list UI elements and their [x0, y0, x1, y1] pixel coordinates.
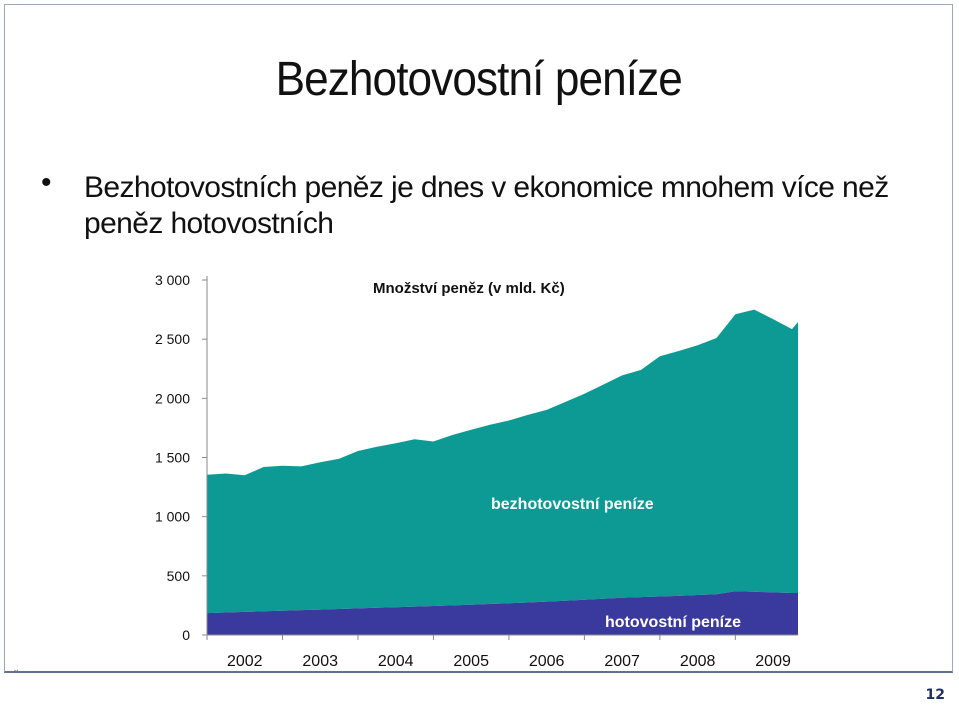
bullet-text: Bezhotovostních peněz je dnes v ekonomice mnohem více než peněz hotovostních	[84, 171, 889, 240]
x-tick-label: 2004	[377, 653, 414, 670]
y-tick-label: 3 000	[154, 272, 190, 288]
y-tick-label: 1 500	[154, 449, 190, 466]
slide-nav-icon[interactable]: ⌄	[12, 664, 21, 675]
chart-title: Množství peněz (v mld. Kč)	[373, 280, 565, 297]
slide-title: Bezhotovostní peníze	[275, 53, 682, 106]
x-tick-label: 2009	[755, 653, 791, 670]
y-tick-label: 500	[166, 567, 190, 584]
y-tick-label: 1 000	[154, 508, 190, 525]
y-tick-label: 2 000	[154, 390, 190, 407]
noncash-money-area	[207, 310, 798, 613]
x-tick-label: 2002	[226, 653, 263, 670]
x-tick-label: 2005	[453, 653, 489, 670]
noncash-series-label: bezhotovostní peníze	[491, 496, 654, 513]
y-tick-label: 0	[182, 627, 190, 643]
x-tick-label: 2007	[604, 653, 640, 670]
page-number: 12	[925, 687, 945, 703]
bullet-point-icon: •	[41, 166, 52, 199]
x-tick-label: 2008	[679, 653, 716, 670]
money-area-chart	[120, 262, 820, 677]
x-tick-label: 2006	[528, 653, 565, 670]
cash-series-label: hotovostní peníze	[605, 614, 741, 631]
x-tick-label: 2003	[302, 653, 339, 670]
y-tick-label: 2 500	[154, 331, 190, 348]
